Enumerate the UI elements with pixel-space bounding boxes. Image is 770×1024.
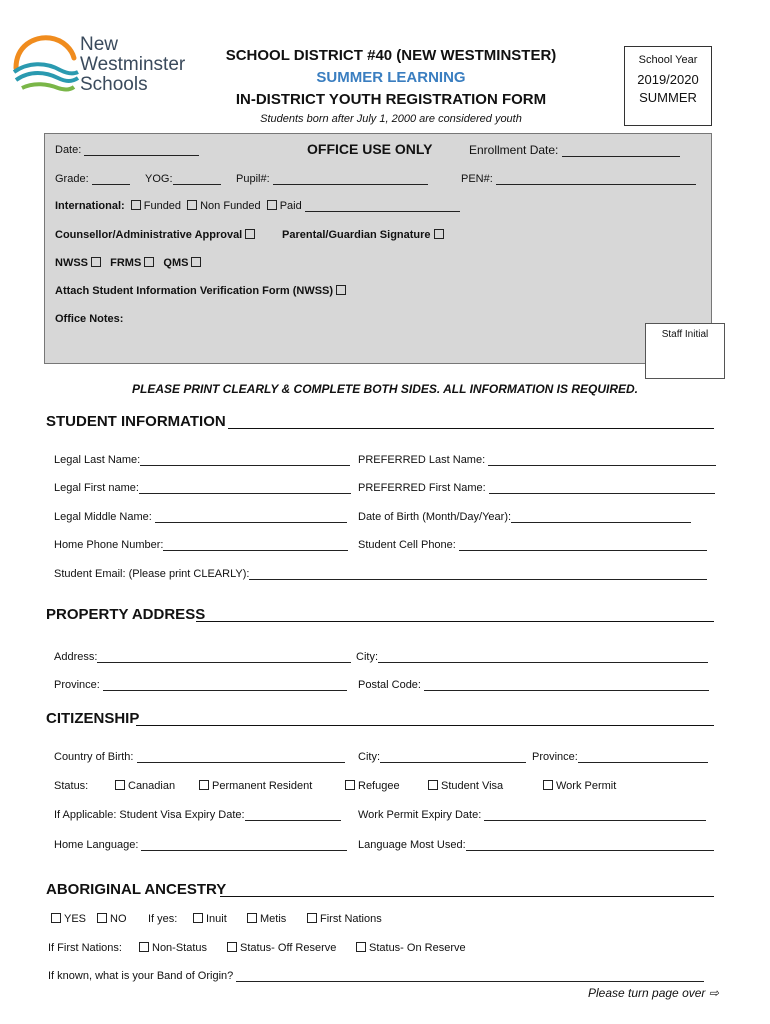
arrow-right-icon: ⇨: [708, 986, 719, 1000]
legal-last-name-field[interactable]: Legal Last Name:: [54, 454, 350, 466]
student-visa-checkbox[interactable]: [428, 780, 438, 790]
no-checkbox[interactable]: [97, 913, 107, 923]
grade-field[interactable]: Grade:: [55, 173, 130, 185]
heading-rule: [220, 896, 714, 897]
yes-checkbox[interactable]: [51, 913, 61, 923]
district-title: SCHOOL DISTRICT #40 (NEW WESTMINSTER): [225, 47, 557, 64]
refugee-option[interactable]: Refugee: [342, 780, 400, 792]
status-on-reserve-option[interactable]: Status- On Reserve: [353, 942, 466, 954]
heading-rule: [228, 428, 714, 429]
aboriginal-yes-option[interactable]: YES: [48, 913, 86, 925]
aboriginal-heading: ABORIGINAL ANCESTRY: [46, 881, 227, 898]
non-funded-checkbox[interactable]: [187, 200, 197, 210]
youth-note: Students born after July 1, 2000 are considered youth: [260, 113, 522, 125]
form-title: IN-DISTRICT YOUTH REGISTRATION FORM: [235, 91, 547, 108]
attach-form-checkbox[interactable]: [336, 285, 346, 295]
if-yes-label: If yes:: [148, 913, 178, 925]
office-date-field[interactable]: Date:: [55, 144, 199, 156]
office-heading: OFFICE USE ONLY: [307, 141, 433, 157]
status-on-checkbox[interactable]: [356, 942, 366, 952]
pen-field[interactable]: PEN#:: [461, 173, 696, 185]
status-off-checkbox[interactable]: [227, 942, 237, 952]
first-nations-checkbox[interactable]: [307, 913, 317, 923]
aboriginal-no-option[interactable]: NO: [94, 913, 127, 925]
status-label: Status:: [54, 780, 89, 792]
postal-code-field[interactable]: Postal Code:: [358, 679, 709, 691]
school-checkboxes: NWSS FRMS QMS: [55, 257, 204, 269]
qms-checkbox[interactable]: [191, 257, 201, 267]
canadian-option[interactable]: Canadian: [112, 780, 175, 792]
cell-phone-field[interactable]: Student Cell Phone:: [358, 539, 707, 551]
funded-checkbox[interactable]: [131, 200, 141, 210]
instruction-text: PLEASE PRINT CLEARLY & COMPLETE BOTH SIDES. ALL INFORMATION IS REQUIRED.: [131, 382, 639, 396]
country-of-birth-field[interactable]: Country of Birth:: [54, 751, 345, 763]
school-year-label: School Year: [638, 54, 698, 66]
paid-checkbox[interactable]: [267, 200, 277, 210]
if-first-nations-label: If First Nations:: [48, 942, 122, 954]
parent-signature: Parental/Guardian Signature: [282, 229, 447, 241]
band-of-origin-field[interactable]: If known, what is your Band of Origin?: [48, 970, 704, 982]
counsellor-checkbox[interactable]: [245, 229, 255, 239]
student-email-field[interactable]: Student Email: (Please print CLEARLY):: [54, 568, 707, 580]
metis-option[interactable]: Metis: [244, 913, 286, 925]
pupil-field[interactable]: Pupil#:: [236, 173, 428, 185]
inuit-checkbox[interactable]: [193, 913, 203, 923]
heading-rule: [196, 621, 714, 622]
home-language-field[interactable]: Home Language:: [54, 839, 347, 851]
birth-province-field[interactable]: Province:: [532, 751, 708, 763]
birth-city-field[interactable]: City:: [358, 751, 526, 763]
visa-expiry-field[interactable]: If Applicable: Student Visa Expiry Date:: [54, 809, 341, 821]
parent-signature-checkbox[interactable]: [434, 229, 444, 239]
status-off-reserve-option[interactable]: Status- Off Reserve: [224, 942, 336, 954]
permit-expiry-field[interactable]: Work Permit Expiry Date:: [358, 809, 706, 821]
canadian-checkbox[interactable]: [115, 780, 125, 790]
work-permit-checkbox[interactable]: [543, 780, 553, 790]
logo-text: New Westminster Schools: [80, 34, 186, 95]
address-field[interactable]: Address:: [54, 651, 351, 663]
metis-checkbox[interactable]: [247, 913, 257, 923]
school-year-term: SUMMER: [639, 90, 697, 105]
frms-checkbox[interactable]: [144, 257, 154, 267]
pr-checkbox[interactable]: [199, 780, 209, 790]
student-visa-option[interactable]: Student Visa: [425, 780, 503, 792]
province-field[interactable]: Province:: [54, 679, 347, 691]
staff-initial-box[interactable]: Staff Initial: [645, 323, 725, 379]
student-info-heading: STUDENT INFORMATION: [46, 413, 226, 430]
office-notes: Office Notes:: [55, 313, 124, 325]
inuit-option[interactable]: Inuit: [190, 913, 227, 925]
permanent-resident-option[interactable]: Permanent Resident: [196, 780, 312, 792]
enrollment-date-field[interactable]: Enrollment Date:: [469, 143, 680, 157]
legal-middle-name-field[interactable]: Legal Middle Name:: [54, 511, 347, 523]
work-permit-option[interactable]: Work Permit: [540, 780, 616, 792]
dob-field[interactable]: Date of Birth (Month/Day/Year):: [358, 511, 691, 523]
program-subtitle: SUMMER LEARNING: [316, 69, 466, 86]
refugee-checkbox[interactable]: [345, 780, 355, 790]
non-status-option[interactable]: Non-Status: [136, 942, 207, 954]
non-status-checkbox[interactable]: [139, 942, 149, 952]
preferred-last-name-field[interactable]: PREFERRED Last Name:: [358, 454, 716, 466]
nwss-checkbox[interactable]: [91, 257, 101, 267]
turn-page-note: Please turn page over ⇨: [588, 986, 719, 1000]
school-year-box: [624, 46, 712, 126]
school-year-value: 2019/2020: [637, 72, 699, 87]
first-nations-option[interactable]: First Nations: [304, 913, 382, 925]
attach-form-row: Attach Student Information Verification Form (NWSS): [55, 285, 349, 297]
international-row: International: Funded Non Funded Paid: [55, 200, 460, 212]
preferred-first-name-field[interactable]: PREFERRED First Name:: [358, 482, 715, 494]
language-used-field[interactable]: Language Most Used:: [358, 839, 714, 851]
property-heading: PROPERTY ADDRESS: [46, 606, 206, 623]
yog-field[interactable]: YOG:: [145, 173, 221, 185]
city-field[interactable]: City:: [356, 651, 708, 663]
counsellor-approval: Counsellor/Administrative Approval: [55, 229, 258, 241]
office-use-panel: [44, 133, 712, 364]
home-phone-field[interactable]: Home Phone Number:: [54, 539, 348, 551]
legal-first-name-field[interactable]: Legal First name:: [54, 482, 351, 494]
citizenship-heading: CITIZENSHIP: [46, 710, 140, 727]
heading-rule: [136, 725, 714, 726]
